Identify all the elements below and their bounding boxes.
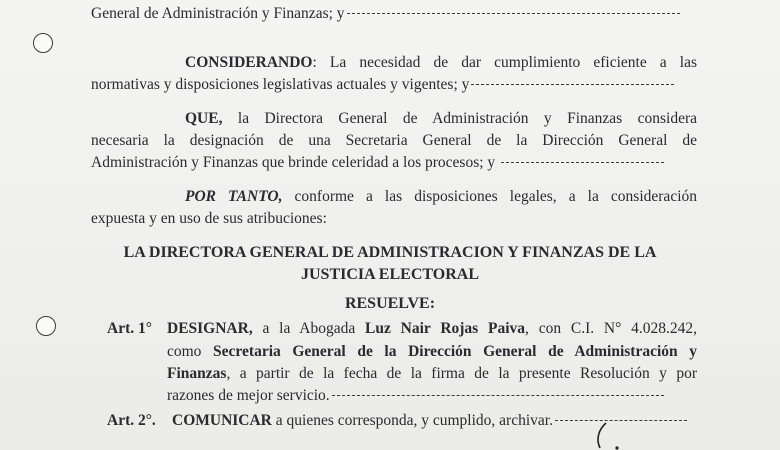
paragraph-considerando-line1 xyxy=(185,55,697,71)
text-line: razones de mejor servicio. xyxy=(167,387,330,404)
paragraph-que-line3 xyxy=(91,155,664,171)
resolution-heading-line1: LA DIRECTORA GENERAL DE ADMINISTRACION Y FINANZAS DE LA xyxy=(123,244,657,261)
text-line: conforme a las disposiciones legales, a la consideración xyxy=(282,188,698,205)
dash-fill xyxy=(347,13,680,14)
text-line: expuesta y en uso de sus atribuciones: xyxy=(91,210,327,227)
article-1-line3 xyxy=(167,366,697,382)
punch-hole xyxy=(33,33,53,53)
text-line: , a partir de la fecha de la firma de la presente Resolución y por xyxy=(226,365,697,382)
text-line: la Directora General de Administración y Finanzas considera xyxy=(222,110,697,127)
dash-fill xyxy=(471,84,674,85)
keyword-comunicar: COMUNICAR xyxy=(172,412,272,429)
paragraph-que-line2 xyxy=(91,133,697,149)
article-1-line1 xyxy=(167,321,697,337)
resuelve-heading: RESUELVE: xyxy=(344,295,436,312)
text-line: necesaria la designación de una Secretaria General de la Dirección General de xyxy=(91,132,697,149)
keyword-por-tanto: POR TANTO, xyxy=(185,188,283,205)
keyword-designar: DESIGNAR, xyxy=(167,320,253,337)
paragraph-portanto-line1 xyxy=(185,189,697,205)
paragraph-intro-end xyxy=(91,6,680,22)
dash-fill xyxy=(501,162,664,163)
punch-hole xyxy=(36,316,56,336)
article-2-label: Art. 2°. xyxy=(107,412,156,429)
text-line: , con C.I. N° 4.028.242, xyxy=(525,320,697,337)
keyword-considerando: CONSIDERANDO xyxy=(185,54,313,71)
dash-fill xyxy=(332,395,664,396)
text-line: : La necesidad de dar cumplimiento eficiente a las xyxy=(312,54,697,71)
article-1-line4 xyxy=(167,388,664,404)
text-line: General de Administración y Finanzas; y xyxy=(91,5,345,22)
article-1-label: Art. 1° xyxy=(107,320,152,337)
paragraph-considerando-line2 xyxy=(91,77,674,93)
text-line: Administración y Finanzas que brinde celeridad a los procesos; y xyxy=(91,154,500,171)
text-line: como xyxy=(167,343,214,360)
position-title-end: Finanzas xyxy=(167,365,227,382)
text-line: normativas y disposiciones legislativas actuales y vigentes; y xyxy=(91,76,470,93)
text-line: a la Abogada xyxy=(252,320,366,337)
keyword-que: QUE, xyxy=(185,110,223,127)
paragraph-portanto-line2 xyxy=(91,211,327,227)
signature-stroke xyxy=(586,420,626,450)
position-title: Secretaria General de la Dirección General de Administración y xyxy=(213,343,698,360)
person-name: Luz Nair Rojas Paiva xyxy=(365,320,526,337)
resolution-heading-line2: JUSTICIA ELECTORAL xyxy=(301,266,479,283)
text-line: a quienes corresponda, y cumplido, archivar. xyxy=(271,412,553,429)
article-1-line2 xyxy=(167,344,697,360)
paragraph-que-line1 xyxy=(185,111,697,127)
